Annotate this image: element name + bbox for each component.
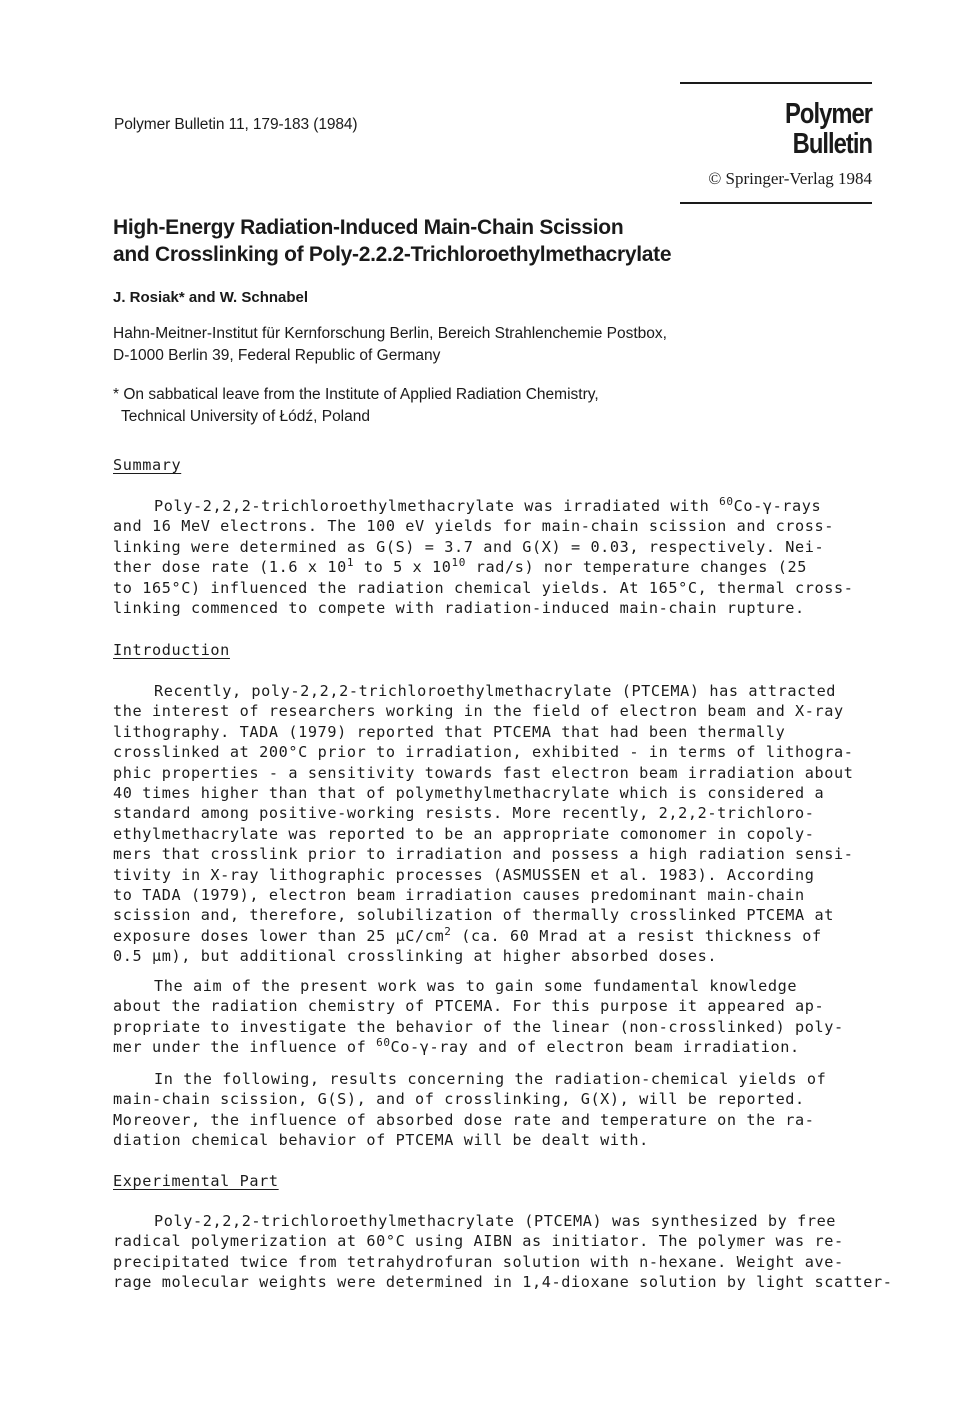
brand-rule-bottom: [680, 202, 872, 204]
text-line: the interest of researchers working in the field of electron beam and X-ray: [113, 702, 844, 721]
affiliation-line: Hahn-Meitner-Institut für Kernforschung Berlin, Bereich Strahlenchemie Postbox,: [113, 325, 667, 342]
summary-heading: Summary: [113, 456, 182, 474]
text-line: ethylmethacrylate was reported to be an appropriate comonomer in copoly-: [113, 824, 815, 843]
text-line: 40 times higher than that of polymethylmethacrylate which is considered a: [113, 783, 825, 802]
text-line: linking were determined as G(S) = 3.7 and G(X) = 0.03, respectively. Nei-: [113, 537, 825, 556]
text-line: scission and, therefore, solubilization of thermally crosslinked PTCEMA at: [113, 906, 835, 925]
text-line: and 16 MeV electrons. The 100 eV yields for main-chain scission and cross-: [113, 517, 835, 536]
footnote-line: * On sabbatical leave from the Institute of Applied Radiation Chemistry,: [113, 386, 599, 403]
text-line: The aim of the present work was to gain some fundamental knowledge: [154, 977, 798, 995]
introduction-heading: Introduction: [113, 641, 230, 659]
text-line: In the following, results concerning the radiation-chemical yields of: [154, 1070, 827, 1088]
affiliation: [113, 323, 873, 367]
copyright-notice: © Springer-Verlag 1984: [708, 169, 872, 188]
text-line: to 165°C) influenced the radiation chemical yields. At 165°C, thermal cross-: [113, 578, 854, 597]
text-line: tivity in X-ray lithographic processes (ASMUSSEN et al. 1983). According: [113, 865, 815, 884]
text-line: propriate to investigate the behavior of the linear (non-crosslinked) poly-: [113, 1017, 844, 1036]
journal-citation: Polymer Bulletin 11, 179-183 (1984): [114, 116, 358, 133]
text-line: main-chain scission, G(S), and of crosslinking, G(X), will be reported.: [113, 1090, 805, 1109]
title-line: High-Energy Radiation-Induced Main-Chain Scission: [113, 216, 624, 239]
introduction-paragraph-2: [113, 976, 873, 1058]
authors: J. Rosiak* and W. Schnabel: [113, 289, 309, 306]
affiliation-line: D-1000 Berlin 39, Federal Republic of Germany: [113, 347, 441, 364]
summary-paragraph: [113, 496, 873, 618]
text-line: diation chemical behavior of PTCEMA will be dealt with.: [113, 1131, 649, 1150]
footnote-line: Technical University of Łódź, Poland: [121, 408, 370, 425]
introduction-paragraph-1: [113, 681, 873, 966]
text-line: Poly-2,2,2-trichloroethylmethacrylate (PTCEMA) was synthesized by free: [154, 1212, 837, 1230]
author-footnote: [113, 384, 873, 428]
text-line: Moreover, the influence of absorbed dose rate and temperature on the ra-: [113, 1110, 815, 1129]
text-line: to TADA (1979), electron beam irradiation causes predominant main-chain: [113, 885, 805, 904]
text-line: linking commenced to compete with radiation-induced main-chain rupture.: [113, 598, 805, 617]
text-line: standard among positive-working resists. More recently, 2,2,2-trichloro-: [113, 804, 815, 823]
text-line: Poly-2,2,2-trichloroethylmethacrylate was irradiated with $^{60}$Co-γ-rays: [154, 495, 822, 515]
text-line: ther dose rate (1.6 x $10^1$ to 5 x $10^{10}$ rad/s) nor temperature changes (25: [113, 556, 808, 577]
text-line: lithography. TADA (1979) reported that PTCEMA that had been thermally: [113, 722, 786, 741]
text-line: radical polymerization at 60°C using AIBN as initiator. The polymer was re-: [113, 1232, 844, 1251]
text-line: rage molecular weights were determined in 1,4-dioxane solution by light scatter-: [113, 1273, 893, 1292]
text-line: phic properties - a sensitivity towards fast electron beam irradiation about: [113, 763, 854, 782]
title-line: and Crosslinking of Poly-2.2.2-Trichloroethylmethacrylate: [113, 243, 672, 266]
experimental-paragraph-1: [113, 1211, 893, 1293]
experimental-heading: Experimental Part: [113, 1172, 279, 1190]
introduction-paragraph-3: [113, 1069, 873, 1151]
journal-brand: [680, 82, 872, 204]
text-line: precipitated twice from tetrahydrofuran solution with n-hexane. Weight ave-: [113, 1252, 844, 1271]
text-line: mer under the influence of $^{60}$Co-γ-ray and of electron beam irradiation.: [113, 1036, 800, 1057]
text-line: exposure doses lower than 25 $\mu C/cm^2$ (ca. 60 Mrad at a resist thickness of: [113, 924, 822, 945]
text-line: mers that crosslink prior to irradiation and possess a high radiation sensi-: [113, 845, 854, 864]
brand-rule-top: [680, 82, 872, 84]
article-title: [113, 214, 873, 268]
journal-name: Polymer Bulletin: [785, 98, 872, 160]
text-line: Recently, poly-2,2,2-trichloroethylmethacrylate (PTCEMA) has attracted: [154, 682, 837, 700]
text-line: about the radiation chemistry of PTCEMA. For this purpose it appeared ap-: [113, 997, 825, 1016]
text-line: 0.5 μm), but additional crosslinking at higher absorbed doses.: [113, 947, 718, 966]
text-line: crosslinked at 200°C prior to irradiation, exhibited - in terms of lithogra-: [113, 743, 854, 762]
